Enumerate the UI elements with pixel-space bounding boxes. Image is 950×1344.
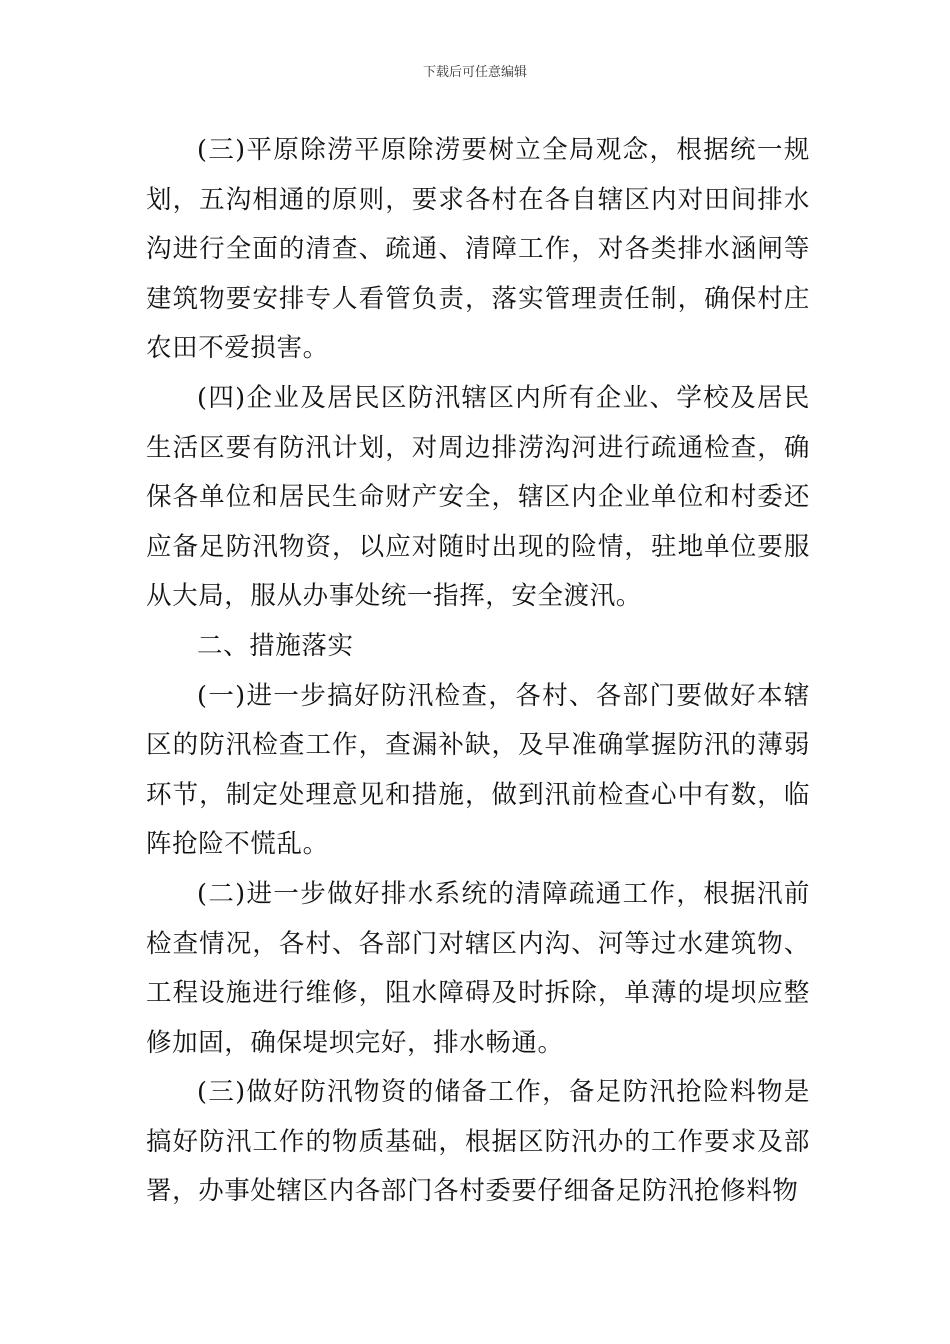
paragraph-plain-drainage: (三)平原除涝平原除涝要树立全局观念，根据统一规划，五沟相通的原则，要求各村在各自辖区内对田间排水沟进行全面的清查、疏通、清障工作，对各类排水涵闸等建筑物要安排专人看管负责，落实管理责任制，确保村庄农田不爱损害。 — [146, 135, 810, 364]
section-heading-measures: 二、措施落实 — [197, 630, 354, 661]
paragraph-flood-inspection: (一)进一步搞好防汛检查，各村、各部门要做好本辖区的防汛检查工作，查漏补缺，及早准确掌握防汛的薄弱环节，制定处理意见和措施，做到汛前检查心中有数，临阵抢险不慌乱。 — [146, 680, 810, 860]
document-body — [146, 126, 810, 1217]
paragraph-material-reserve: (三)做好防汛物资的储备工作，备足防汛抢险料物是搞好防汛工作的物质基础，根据区防汛办的工作要求及部署，办事处辖区内各部门各村委要仔细备足防汛抢修料物 — [146, 1077, 810, 1207]
paragraph-enterprise-residential: (四)企业及居民区防汛辖区内所有企业、学校及居民生活区要有防汛计划，对周边排涝沟河进行疏通检查，确保各单位和居民生命财产安全，辖区内企业单位和村委还应备足防汛物资，以应对随时出现的险情，驻地单位要服从大局，服从办事处统一指挥，安全渡汛。 — [146, 382, 810, 612]
page-header-note: 下载后可任意编辑 — [422, 65, 527, 80]
paragraph-drainage-clearing: (二)进一步做好排水系统的清障疏通工作，根据汛前检查情况，各村、各部门对辖区内沟、河等过水建筑物、工程设施进行维修，阻水障碍及时拆除，单薄的堤坝应整修加固，确保堤坝完好，排水畅通。 — [146, 878, 810, 1058]
